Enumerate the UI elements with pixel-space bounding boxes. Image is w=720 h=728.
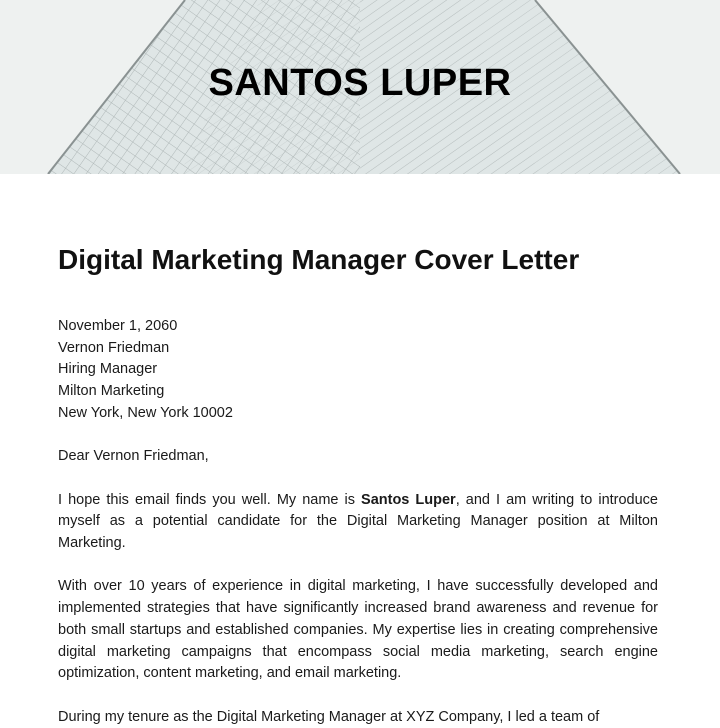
paragraph-intro: [58, 490, 658, 555]
company-name: Milton Marketing: [58, 383, 165, 400]
intro-name: Santos Luper: [361, 491, 456, 508]
paragraph-tenure: During my tenure as the Digital Marketing Manager at XYZ Company, I led a team of: [58, 708, 600, 725]
company-address: New York, New York 10002: [58, 404, 233, 421]
letter-title: Digital Marketing Manager Cover Letter: [58, 244, 580, 275]
recipient-title: Hiring Manager: [58, 361, 158, 378]
recipient-name: Vernon Friedman: [58, 339, 170, 356]
date: November 1, 2060: [58, 318, 178, 334]
salutation: Dear Vernon Friedman,: [58, 448, 209, 465]
intro-text: I hope this email finds you well. My name is: [58, 491, 362, 508]
address-block: [58, 316, 658, 425]
paragraph-experience: With over 10 years of experience in digital marketing, I have successfully developed and implemented strategies that have significantly increased brand awareness and revenue for both small startups and established companies. My expertise lies in creating comprehensive digital marketing campaigns that encompass social media marketing, search engine optimization, content marketing, and email marketing.: [58, 578, 658, 682]
applicant-name: SANTOS LUPER: [208, 62, 512, 104]
header-banner: [0, 0, 720, 174]
letter-body: [58, 174, 658, 728]
intro-text-end: , and I am writing to introduce myself as a potential candidate for the Digital Marketing Manager position at Milton Marketing.: [58, 491, 658, 551]
